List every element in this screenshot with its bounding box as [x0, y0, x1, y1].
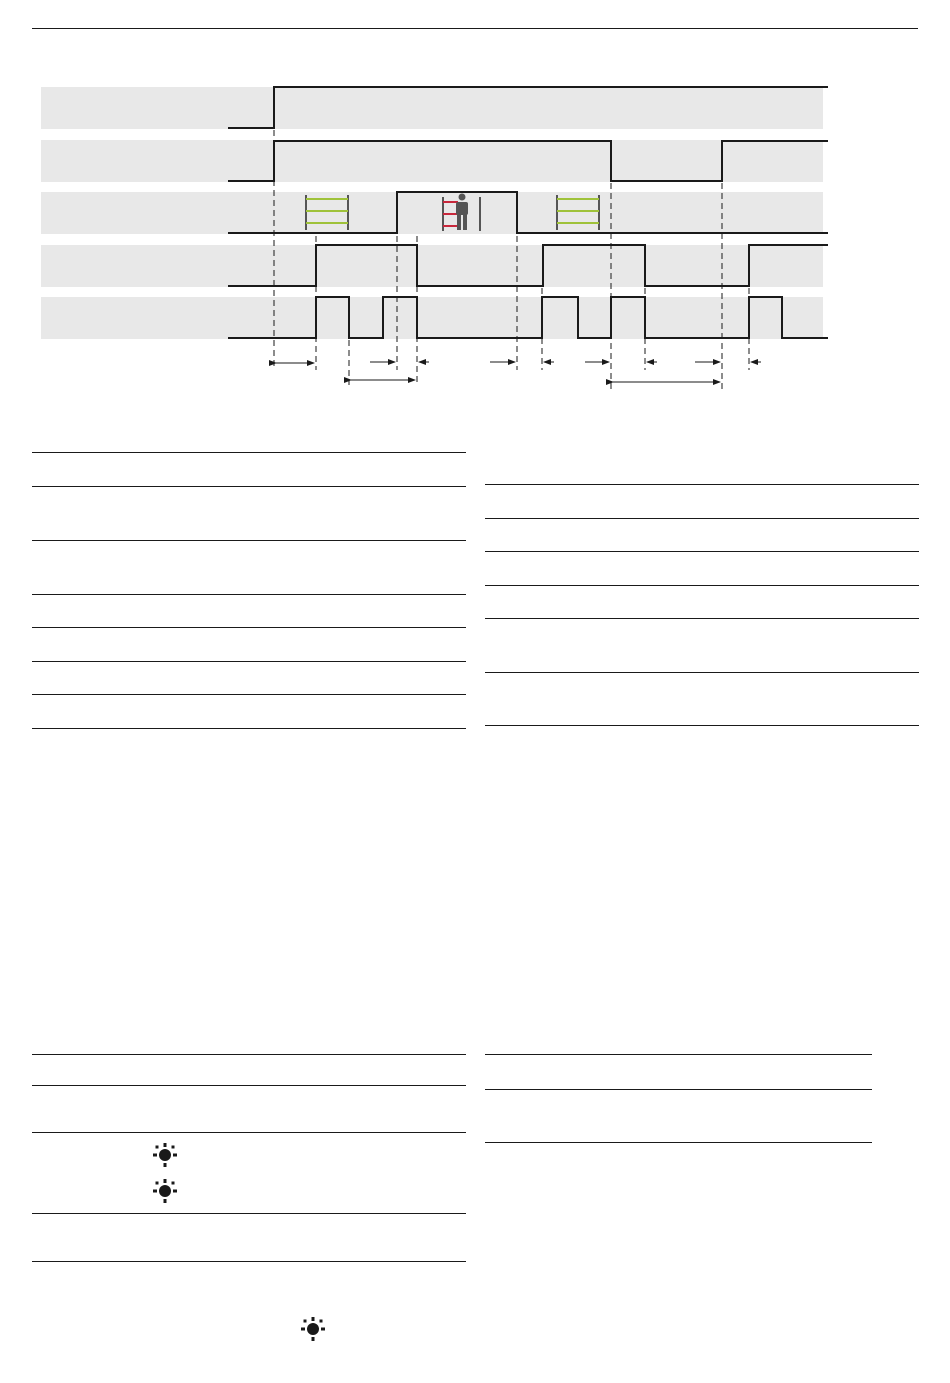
- signal-track-4: [228, 245, 828, 286]
- table-rule: [485, 618, 919, 619]
- table-rule: [32, 728, 466, 729]
- table-rule: [32, 1132, 466, 1133]
- table-rule: [32, 694, 466, 695]
- table-rule: [485, 484, 919, 485]
- table-rule: [32, 1054, 466, 1055]
- table-rule: [485, 1142, 872, 1143]
- table-rule: [485, 1054, 872, 1055]
- table-rule: [32, 540, 466, 541]
- table-rule: [485, 1089, 872, 1090]
- table-rule: [485, 585, 919, 586]
- signal-track-5: [228, 297, 828, 338]
- table-rule: [32, 1213, 466, 1214]
- timing-guides: [274, 130, 749, 390]
- table-rule: [32, 1085, 466, 1086]
- led-blink-icon: [300, 1316, 326, 1342]
- led-blink-icon: [152, 1178, 178, 1204]
- table-rule: [32, 486, 466, 487]
- timing-signals: [0, 0, 950, 420]
- light-curtain-clear-icon: [306, 195, 348, 230]
- table-rule: [485, 551, 919, 552]
- light-curtain-interrupted-person-icon: [443, 194, 480, 232]
- table-rule: [32, 1261, 466, 1262]
- light-curtain-clear-icon: [557, 195, 599, 230]
- table-rule: [485, 518, 919, 519]
- table-rule: [485, 672, 919, 673]
- table-rule: [32, 594, 466, 595]
- signal-track-1: [228, 87, 828, 128]
- table-rule: [32, 661, 466, 662]
- table-rule: [485, 725, 919, 726]
- table-rule: [32, 452, 466, 453]
- led-blink-icon: [152, 1142, 178, 1168]
- signal-track-2: [228, 141, 828, 181]
- table-rule: [32, 627, 466, 628]
